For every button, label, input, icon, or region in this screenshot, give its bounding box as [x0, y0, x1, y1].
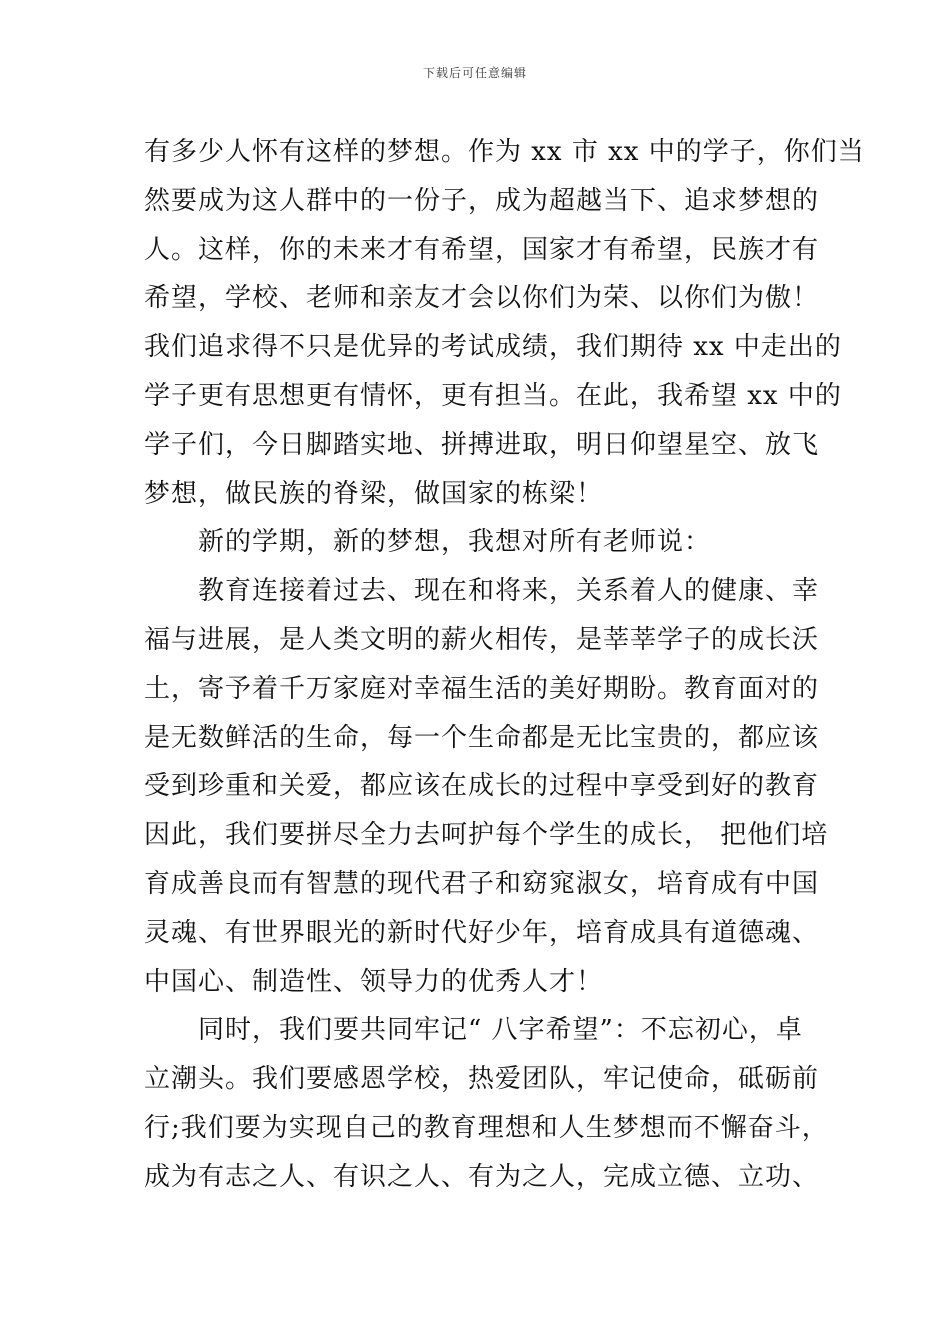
document-body — [144, 128, 865, 1202]
text-line: 我们追求得不只是优异的考试成绩，我们期待 xx 中走出的 — [144, 332, 842, 363]
text-line: 行;我们要为实现自己的教育理想和人生梦想而不懈奋斗， — [144, 1112, 829, 1143]
text-line: 灵魂、有世界眼光的新时代好少年，培育成具有道德魂、 — [144, 917, 820, 948]
text-line: 然要成为这人群中的一份子，成为超越当下、追求梦想的 — [144, 185, 820, 216]
text-line: 福与进展，是人类文明的薪火相传，是莘莘学子的成长沃 — [144, 624, 820, 655]
text-line: 成为有志之人、有识之人、有为之人，完成立德、立功、 — [144, 1161, 820, 1192]
text-line: 是无数鲜活的生命，每一个生命都是无比宝贵的，都应该 — [144, 722, 820, 753]
page-header: 下载后可任意编辑 — [422, 66, 527, 80]
paragraph-start-line: 新的学期，新的梦想，我想对所有老师说： — [198, 527, 712, 558]
text-line: 有多少人怀有这样的梦想。作为 xx 市 xx 中的学子，你们当 — [144, 137, 865, 167]
text-line: 学子更有思想更有情怀，更有担当。在此，我希望 xx 中的 — [144, 380, 842, 411]
text-line: 因此，我们要拼尽全力去呵护每个学生的成长， 把他们培 — [144, 820, 829, 851]
paragraph-start-line: 同时，我们要共同牢记“ 八字希望”：不忘初心，卓 — [198, 1015, 803, 1046]
text-line: 立潮头。我们要感恩学校，热爱团队，牢记使命，砥砺前 — [144, 1064, 820, 1095]
text-line: 人。这样，你的未来才有希望，国家才有希望，民族才有 — [144, 234, 820, 265]
text-line: 希望，学校、老师和亲友才会以你们为荣、以你们为傲！ — [144, 283, 820, 314]
text-line: 土，寄予着千万家庭对幸福生活的美好期盼。教育面对的 — [144, 673, 820, 704]
text-line: 育成善良而有智慧的现代君子和窈窕淑女，培育成有中国 — [144, 868, 820, 899]
paragraph-start-line: 教育连接着过去、现在和将来，关系着人的健康、幸 — [198, 576, 820, 607]
text-line: 梦想，做民族的脊梁，做国家的栋梁！ — [144, 478, 604, 509]
text-line: 受到珍重和关爱，都应该在成长的过程中享受到好的教育 — [144, 771, 820, 802]
text-line: 学子们，今日脚踏实地、拼搏进取，明日仰望星空、放飞 — [144, 429, 820, 460]
text-line: 中国心、制造性、领导力的优秀人才！ — [144, 966, 604, 997]
